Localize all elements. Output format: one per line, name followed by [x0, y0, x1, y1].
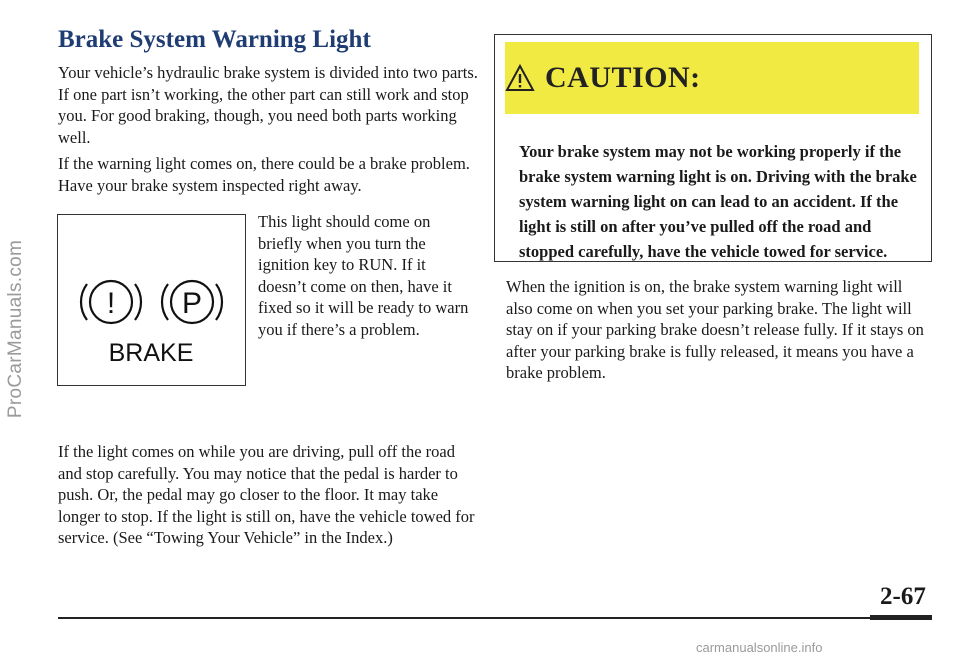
intro-paragraph: Your vehicle’s hydraulic brake system is divided into two parts. If one part isn’t working, the other part can still work and stop you. For good braking, though, you need both parts working well. — [58, 63, 478, 147]
brake-indicator-figure — [57, 214, 246, 386]
side-watermark — [2, 0, 30, 658]
page-number: 2-67 — [880, 583, 926, 610]
brake-label: BRAKE — [108, 339, 194, 367]
driving-paragraph: If the light comes on while you are driving, pull off the road and stop carefully. You may notice that the pedal is harder to push. Or, the pedal may go closer to the floor. It may take longer to stop. If the light is still on, have the vehicle towed for service. (See “Towing Your Vehicle” in the Index.) — [58, 442, 475, 547]
footer-rule — [58, 617, 878, 619]
indicator-description: This light should come on briefly when you turn the ignition key to RUN. If it doesn’t come on then, have it fixed so it will be ready to warn you if there’s a problem. — [258, 212, 469, 339]
footer-watermark: carmanualsonline.info — [696, 640, 823, 655]
section-heading: Brake System Warning Light — [58, 26, 371, 53]
side-watermark-text: ProCarManuals.com — [5, 239, 26, 419]
caution-banner — [505, 42, 919, 114]
footer-rule-accent — [870, 615, 932, 620]
caution-box — [494, 34, 932, 262]
warning-triangle-icon — [505, 63, 535, 93]
brake-warning-circle-icon — [81, 281, 141, 323]
warning-paragraph: If the warning light comes on, there could be a brake problem. Have your brake system inspected right away. — [58, 154, 470, 195]
brake-indicator-graphic — [58, 215, 245, 385]
parking-brake-circle-icon — [162, 281, 222, 323]
parking-brake-paragraph: When the ignition is on, the brake system warning light will also come on when you set your parking brake. The light will stay on if your parking brake doesn’t release fully. If it stays on after your parking brake is fully released, it means you have a brake problem. — [506, 277, 924, 382]
caution-body: Your brake system may not be working properly if the brake system warning light is on. Driving with the brake system warning light on can lead to an accident. If the light is still on after you’ve pulled off the road and stopped carefully, have the vehicle towed for service. — [519, 142, 917, 261]
exclamation-glyph: ! — [106, 287, 116, 320]
parking-glyph: P — [181, 287, 203, 320]
caution-title: CAUTION: — [545, 61, 701, 94]
